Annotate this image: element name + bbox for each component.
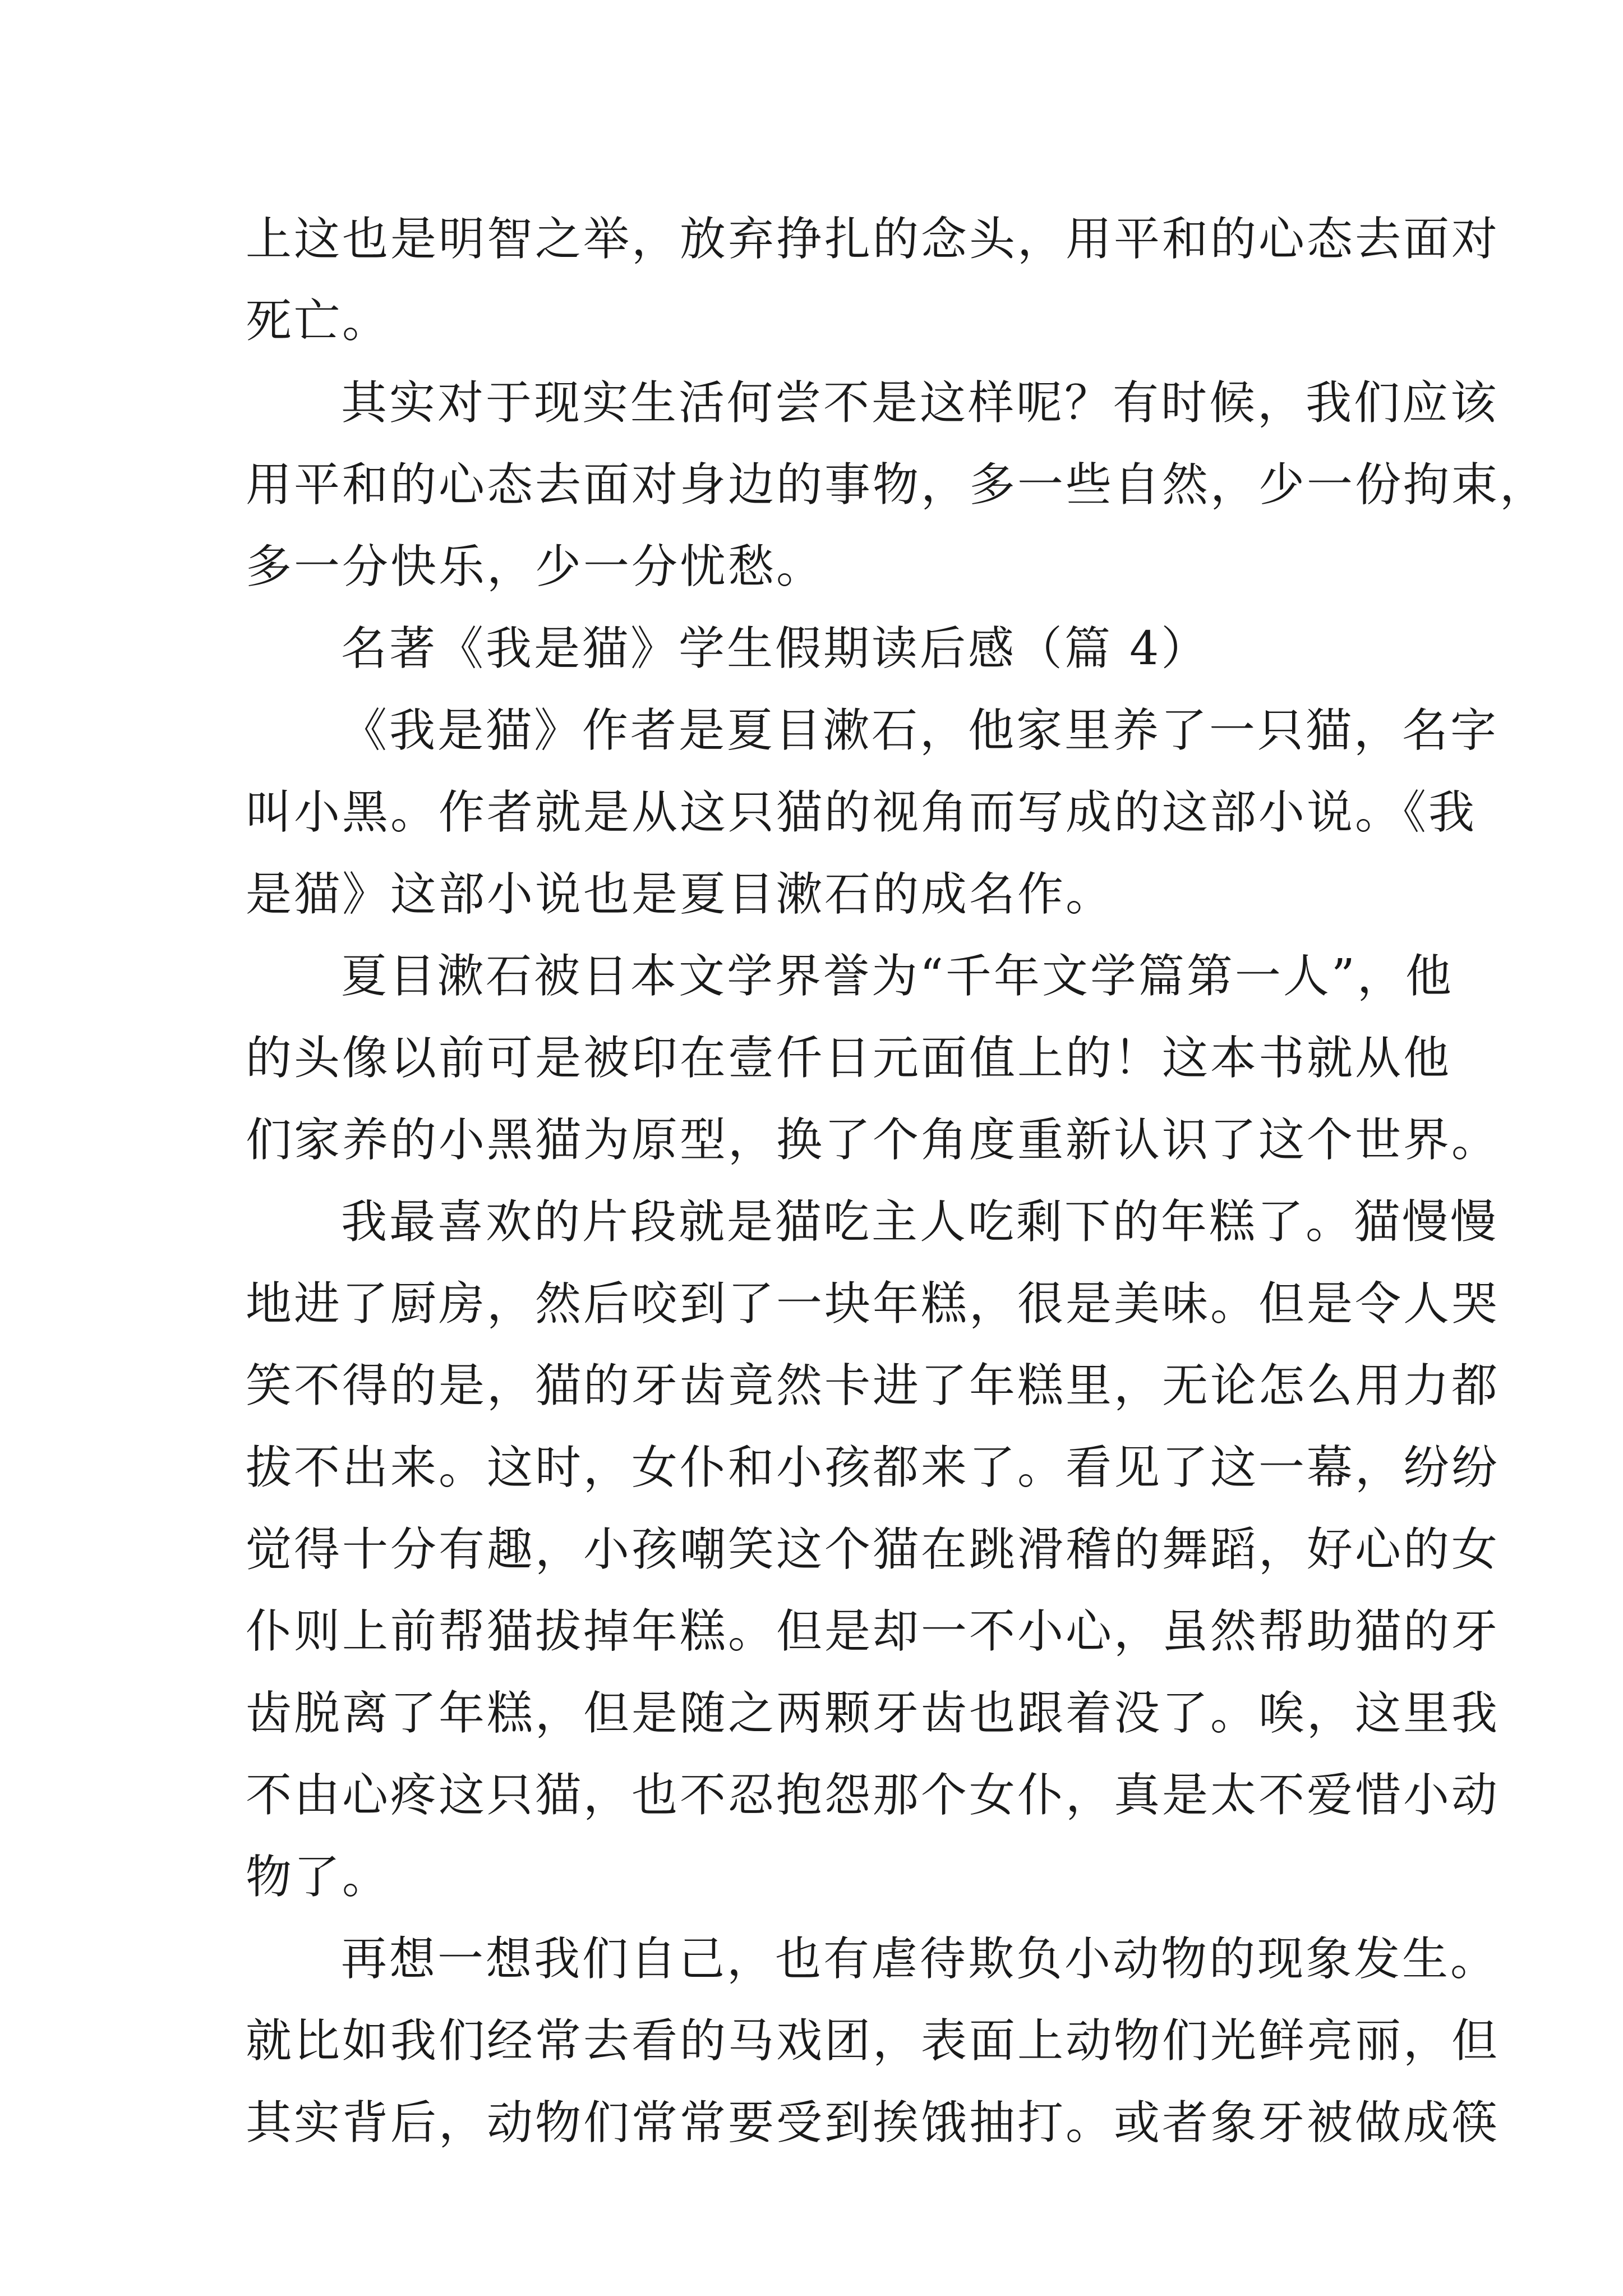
text-line: 地进了厨房，然后咬到了一块年糕，很是美味。但是令人哭 [246, 1277, 1500, 1331]
text-line: 叫小黑。作者就是从这只猫的视角而写成的这部小说。《我 [246, 786, 1477, 839]
text-line: 物了。 [246, 1851, 391, 1904]
text-line: 们家养的小黑猫为原型，换了个角度重新认识了这个世界。 [246, 1114, 1500, 1167]
text-line: 我最喜欢的片段就是猫吃主人吃剩下的年糕了。猫慢慢 [341, 1195, 1499, 1249]
text-line: 不由心疼这只猫，也不忍抱怨那个女仆，真是太不爱惜小动 [246, 1769, 1500, 1822]
text-line: 上这也是明智之举，放弃挣扎的念头，用平和的心态去面对 [246, 213, 1500, 266]
text-line: 《我是猫》作者是夏目漱石，他家里养了一只猫，名字 [341, 704, 1499, 757]
text-line: 仆则上前帮猫拔掉年糕。但是却一不小心，虽然帮助猫的牙 [246, 1605, 1500, 1658]
section-heading: 名著《我是猫》学生假期读后感（篇 4） [341, 622, 1210, 675]
text-line: 其实背后，动物们常常要受到挨饿抽打。或者象牙被做成筷 [246, 2096, 1500, 2150]
text-line: 用平和的心态去面对身边的事物，多一些自然，少一份拘束， [246, 458, 1548, 512]
text-line: 觉得十分有趣，小孩嘲笑这个猫在跳滑稽的舞蹈，好心的女 [246, 1523, 1500, 1576]
text-line: 其实对于现实生活何尝不是这样呢？有时候，我们应该 [341, 376, 1499, 430]
text-line: 是猫》这部小说也是夏目漱石的成名作。 [246, 868, 1114, 921]
text-line: 死亡。 [246, 295, 391, 348]
text-line: 笑不得的是，猫的牙齿竟然卡进了年糕里，无论怎么用力都 [246, 1359, 1500, 1412]
text-line: 拔不出来。这时，女仆和小孩都来了。看见了这一幕，纷纷 [246, 1441, 1500, 1494]
text-line: 就比如我们经常去看的马戏团，表面上动物们光鲜亮丽，但 [246, 2014, 1500, 2068]
text-line: 齿脱离了年糕，但是随之两颗牙齿也跟着没了。唉，这里我 [246, 1687, 1500, 1740]
text-line: 再想一想我们自己，也有虐待欺负小动物的现象发生。 [341, 1932, 1499, 1986]
text-line: 多一分快乐，少一分忧愁。 [246, 540, 825, 593]
text-line: 的头像以前可是被印在壹仟日元面值上的！这本书就从他 [246, 1032, 1452, 1085]
text-line: 夏目漱石被日本文学界誉为“千年文学篇第一人”，他 [341, 950, 1454, 1003]
